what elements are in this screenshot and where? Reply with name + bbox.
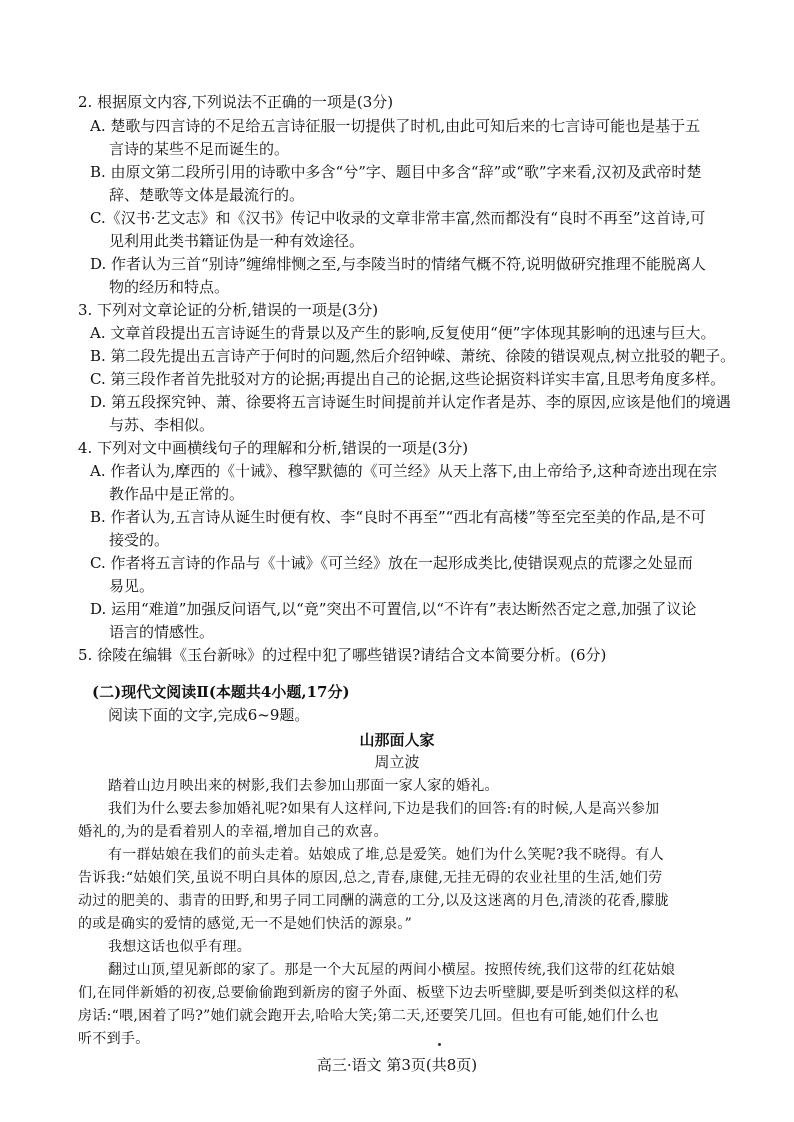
q2-option-c-line1: C.《汉书·艺文志》和《汉书》传记中收录的文章非常丰富,然而都没有“良时不再至”这首诗,可 — [90, 209, 706, 227]
page-footer: 高三·语文 第3页(共8页) — [316, 1056, 478, 1074]
q3-option-c: C. 第三段作者首先批驳对方的论据;再提出自己的论据,这些论据资料详实丰富,且思考角度多样。 — [90, 370, 726, 388]
story-line-10: 们,在同伴新婚的初夜,总要偷偷跑到新房的窗子外面、板壁下边去听壁脚,要是听到类似这样的私 — [78, 985, 679, 1001]
story-line-5: 告诉我:“姑娘们笑,虽说不明白具体的原因,总之,青春,康健,无挂无碍的农业社里的生活,她们劳 — [78, 870, 663, 886]
story-line-12: 听不到手。 — [78, 1031, 150, 1047]
q5-stem: 5. 徐陵在编辑《玉台新咏》的过程中犯了哪些错误?请结合文本简要分析。(6分) — [78, 646, 607, 664]
story-line-3: 婚礼的,为的是看着别人的幸福,增加自己的欢喜。 — [78, 824, 388, 840]
story-line-4: 有一群姑娘在我们的前头走着。姑娘成了堆,总是爱笑。她们为什么笑呢?我不晓得。有人 — [108, 847, 664, 863]
q4-option-d-line2: 语言的情感性。 — [109, 623, 215, 641]
story-line-1: 踏着山边月映出来的树影,我们去参加山那面一家人家的婚礼。 — [108, 778, 499, 794]
q3-option-d-line1: D. 第五段探究钟、萧、徐要将五言诗诞生时间提前并认定作者是苏、李的原因,应该是他们的境遇 — [90, 393, 731, 411]
q2-stem: 2. 根据原文内容,下列说法不正确的一项是(3分) — [78, 93, 394, 111]
q4-option-a-line2: 教作品中是正常的。 — [109, 485, 245, 503]
story-line-9: 翻过山顶,望见新郎的家了。那是一个大瓦屋的两间小横屋。按照传统,我们这带的红花姑娘 — [108, 962, 676, 978]
q4-option-b-line1: B. 作者认为,五言诗从诞生时便有枚、李“良时不再至”“西北有高楼”等至完至美的作品,是不可 — [90, 508, 706, 526]
section-instruction: 阅读下面的文字,完成6~9题。 — [108, 706, 310, 724]
q2-option-b-line2: 辞、楚歌等文体是最流行的。 — [109, 186, 305, 204]
q2-option-d-line1: D. 作者认为三首“别诗”缠绵悱恻之至,与李陵当时的情绪气概不符,说明做研究推理不能脱离人 — [90, 255, 706, 273]
q2-option-c-line2: 见利用此类书籍证伪是一种有效途径。 — [109, 232, 365, 250]
q2-option-d-line2: 物的经历和特点。 — [109, 278, 230, 296]
q4-option-c-line1: C. 作者将五言诗的作品与《十诫》《可兰经》放在一起形成类比,使错误观点的荒谬之处显而 — [90, 554, 693, 572]
story-line-8: 我想这话也似乎有理。 — [108, 939, 251, 955]
q4-option-a-line1: A. 作者认为,摩西的《十诫》、穆罕默德的《可兰经》从天上落下,由上帝给予,这种奇迹出现在宗 — [90, 462, 718, 480]
divider-dot — [438, 1043, 441, 1046]
story-line-6: 动过的肥美的、翡青的田野,和男子同工同酬的满意的工分,以及这迷离的月色,清淡的花香,朦胧 — [78, 893, 669, 909]
q3-option-a: A. 文章首段提出五言诗诞生的背景以及产生的影响,反复使用“便”字体现其影响的迅速与巨大。 — [90, 324, 716, 342]
q4-option-c-line2: 易见。 — [109, 577, 155, 595]
q2-option-b-line1: B. 由原文第二段所引用的诗歌中多含“兮”字、题目中多含“辞”或“歌”字来看,汉初及武帝时楚 — [90, 163, 702, 181]
q3-stem: 3. 下列对文章论证的分析,错误的一项是(3分) — [78, 301, 379, 319]
q4-option-d-line1: D. 运用“难道”加强反问语气,以“竟”突出不可置信,以“不许有”表达断然否定之意,加强了议论 — [90, 600, 697, 618]
section-heading: (二)现代文阅读Ⅱ(本题共4小题,17分) — [92, 683, 350, 701]
story-line-11: 房话:“喂,困着了吗?”她们就会跑开去,哈哈大笑;第二天,还要笑几回。但也有可能,她们什么也 — [78, 1008, 659, 1024]
story-author: 周立波 — [374, 753, 420, 771]
story-title: 山那面人家 — [359, 731, 435, 749]
q2-option-a-line1: A. 楚歌与四言诗的不足给五言诗征服一切提供了时机,由此可知后来的七言诗可能也是基于五 — [90, 117, 701, 135]
story-line-2: 我们为什么要去参加婚礼呢?如果有人这样问,下边是我们的回答:有的时候,人是高兴参加 — [108, 801, 660, 817]
q3-option-b: B. 第二段先提出五言诗产于何时的问题,然后介绍钟嵘、萧统、徐陵的错误观点,树立批驳的靶子。 — [90, 347, 736, 365]
q2-option-a-line2: 言诗的某些不足而诞生的。 — [109, 140, 290, 158]
q3-option-d-line2: 与苏、李相似。 — [109, 416, 215, 434]
q4-stem: 4. 下列对文中画横线句子的理解和分析,错误的一项是(3分) — [78, 439, 469, 457]
story-line-7: 的或是确实的爱情的感觉,无一不是她们快活的源泉。” — [78, 916, 413, 932]
q4-option-b-line2: 接受的。 — [109, 531, 170, 549]
